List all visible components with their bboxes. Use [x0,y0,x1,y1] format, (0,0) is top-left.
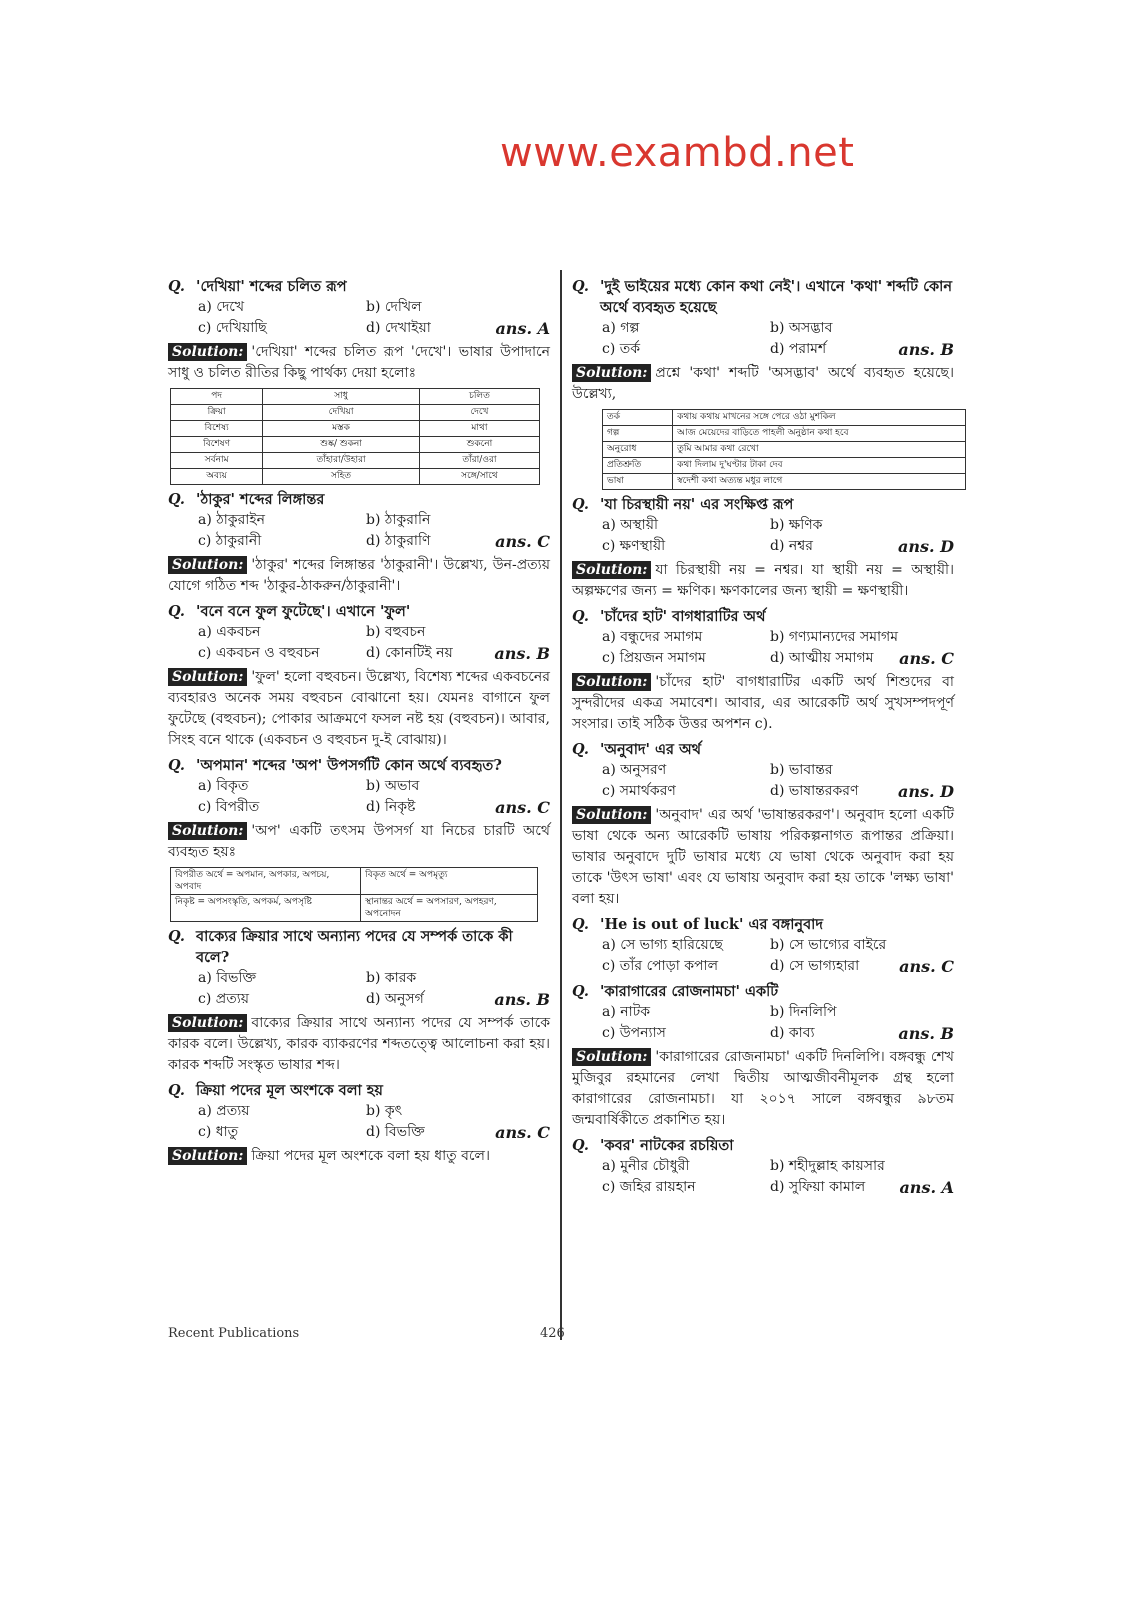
right-column [572,272,954,1198]
answer: ans. C [899,957,954,976]
option-d: d) আত্মীয় সমাগম [770,650,874,666]
answer: ans. B [898,340,954,359]
q-marker: Q. [572,278,589,295]
solution-label: Solution: [168,822,247,840]
option-a: a) অস্থায়ী [602,517,658,533]
question-block [168,489,550,597]
question-block [572,981,954,1131]
option-c: c) উপন্যাস [602,1025,666,1041]
option-b: b) বহুবচন [366,624,426,640]
table-cell: স্থানান্তর অর্থে = অপসারণ, অপহরণ, অপনোদন [361,895,538,922]
table-cell: সর্বনাম [171,453,263,469]
option-b: b) শহীদুল্লাহ কায়সার [770,1158,885,1174]
option-b: b) ভাবান্তর [770,762,833,778]
question-block [168,1080,550,1167]
question-block [168,926,550,1076]
left-column [168,272,550,1167]
solution-label: Solution: [572,1048,651,1066]
option-c: c) ক্ষণস্থায়ী [602,538,666,554]
question-block [168,276,550,485]
question-block [572,1135,954,1198]
site-watermark: www.exambd.net [500,130,855,176]
table-cell: দেখে [419,405,539,421]
table-cell: অব্যয় [171,469,263,485]
question-block [572,494,954,602]
upasarga-table [170,867,538,922]
option-d: d) নিকৃষ্ট [366,799,416,815]
sadhu-cholito-table [170,388,540,485]
table-cell: বিপরীত অর্থে = অপমান, অপকার, অপচয়, অপবাদ [171,868,361,895]
option-c: c) প্রিয়জন সমাগম [602,650,706,666]
option-c: c) তর্ক [602,341,641,357]
solution-label: Solution: [168,668,247,686]
solution-label: Solution: [168,1014,247,1032]
table-cell: অনুরোধ [603,442,673,458]
publisher-footer: Recent Publications [168,1326,300,1341]
question-text: 'বনে বনে ফুল ফুটেছে'। এখানে 'ফুল' [196,603,411,620]
q-marker: Q. [168,928,185,945]
question-text: 'কারাগারের রোজনামচা' একটি [600,983,779,1000]
question-text: 'অপমান' শব্দের 'অপ' উপসর্গটি কোন অর্থে ব্যবহৃত? [196,757,502,774]
table-cell: নিকৃষ্ট = অপসংস্কৃতি, অপকর্ম, অপসৃষ্টি [171,895,361,922]
question-block [572,739,954,910]
table-cell: শুকনো [419,437,539,453]
q-marker: Q. [572,983,589,1000]
option-d: d) বিভক্তি [366,1124,425,1140]
question-text: বাক্যের ক্রিয়ার সাথে অন্যান্য পদের যে সম্পর্ক তাকে কী বলে? [196,928,513,966]
option-b: b) দিনলিপি [770,1004,837,1020]
solution-label: Solution: [572,364,651,382]
q-marker: Q. [572,1137,589,1154]
option-c: c) প্রত্যয় [198,991,250,1007]
option-a: a) অনুসরণ [602,762,667,778]
option-b: b) দেখিল [366,299,422,315]
question-block [572,914,954,977]
table-cell: বিকৃত অর্থে = অপমৃত্যু [361,868,538,895]
option-a: a) বিকৃত [198,778,249,794]
option-d: d) ঠাকুরাণি [366,533,431,549]
solution-text: 'দেখিয়া' শব্দের চলিত রূপ 'দেখে'। ভাষার উপাদানে সাধু ও চলিত রীতির কিছু পার্থক্য দেয়া হলোঃ [168,344,550,381]
question-text: 'দুই ভাইয়ের মধ্যে কোন কথা নেই'। এখানে 'কথা' শব্দটি কোন অর্থে ব্যবহৃত হয়েছে [600,278,953,316]
q-marker: Q. [572,496,589,513]
option-a: a) প্রত্যয় [198,1103,250,1119]
solution-text: বাক্যের ক্রিয়ার সাথে অন্যান্য পদের যে সম্পর্ক তাকে কারক বলে। উল্লেখ্য, কারক ব্যাকরণের শব্দতত্ত্বে আলোচনা করা হয়। কারক শব্দটি সংস্কৃত ভাষার শব্দ। [168,1015,550,1073]
option-d: d) পরামর্শ [770,341,827,357]
q-marker: Q. [168,1082,185,1099]
option-a: a) বন্ধুদের সমাগম [602,629,703,645]
option-a: a) মুনীর চৌধুরী [602,1158,690,1174]
solution-label: Solution: [168,1147,247,1165]
option-c: c) তাঁর পোড়া কপাল [602,958,719,974]
solution-text: যা চিরস্থায়ী নয় = নশ্বর। যা স্থায়ী নয় = অস্থায়ী। অল্পক্ষণের জন্য = ক্ষণিক। ক্ষণকালের জন্য স্থায়ী = ক্ষণস্থায়ী। [572,562,954,599]
answer: ans. B [898,1024,954,1043]
option-a: a) দেখে [198,299,245,315]
solution-text: 'অনুবাদ' এর অর্থ 'ভাষান্তরকরণ'। অনুবাদ হলো একটি ভাষা থেকে অন্য আরেকটি ভাষায় পরিকল্পনাগত রূপান্তর প্রক্রিয়া। ভাষার অনুবাদে দুটি ভাষার মধ্যে যে ভাষা থেকে অনুবাদ করা হয় তাকে 'উৎস ভাষা' এবং যে ভাষায় অনুবাদ করা হয় তাকে 'লক্ষ্য ভাষা' বলা হয়। [572,807,954,907]
question-block [168,601,550,751]
answer: ans. B [494,644,550,663]
option-a: a) সে ভাগ্য হারিয়েছে [602,937,723,953]
option-b: b) ক্ষণিক [770,517,823,533]
q-marker: Q. [168,757,185,774]
answer: ans. C [495,1123,550,1142]
table-cell: তাঁরা/ওরা [419,453,539,469]
solution-label: Solution: [168,343,247,361]
q-marker: Q. [572,741,589,758]
table-cell: দেখিয়া [263,405,420,421]
solution-label: Solution: [572,561,651,579]
table-cell: তুমি আমার কথা রেখো [673,442,966,458]
question-text: ক্রিয়া পদের মূল অংশকে বলা হয় [196,1082,383,1099]
option-c: c) জহির রায়হান [602,1179,696,1195]
option-b: b) ঠাকুরানি [366,512,431,528]
page-number: 426 [540,1326,565,1341]
option-c: c) একবচন ও বহুবচন [198,645,320,661]
option-b: b) অভাব [366,778,420,794]
answer: ans. A [495,319,550,338]
table-cell: বিশেষ্য [171,421,263,437]
table-cell: কথায় কথায় মাখনের সঙ্গে পেরে ওঠা মুশকিল [673,410,966,426]
table-header: চলিত [419,389,539,405]
option-d: d) ভাষান্তরকরণ [770,783,859,799]
table-cell: আজ মেয়েদের বাড়িতে পাহলী অনুষ্ঠান কথা হবে [673,426,966,442]
solution-text: 'ফুল' হলো বহুবচন। উল্লেখ্য, বিশেষ্য শব্দের একবচনের ব্যবহারও অনেক সময় বহুবচন বোঝানো হয়। যেমনঃ বাগানে ফুল ফুটেছে (বহুবচন); পোকার আক্রমণে ফসল নষ্ট হয় (বহুবচন)। আবার, সিংহ বনে থাকে (একবচন ও বহুবচন দু-ই বোঝায়)। [168,669,550,748]
table-cell: কথা দিলাম দু'ঘণ্টার টাকা দেব [673,458,966,474]
option-c: c) ঠাকুরানী [198,533,262,549]
option-d: d) সে ভাগ্যহারা [770,958,860,974]
answer: ans. D [897,782,954,801]
answer: ans. B [494,990,550,1009]
solution-text: 'কারাগারের রোজনামচা' একটি দিনলিপি। বঙ্গবন্ধু শেখ মুজিবুর রহমানের লেখা দ্বিতীয় আত্মজীবনীমূলক গ্রন্থ হলো কারাগারের রোজনামচা। যা ২০১৭ সালে বঙ্গবন্ধুর ৯৮তম জন্মবার্ষিকীতে প্রকাশিত হয়। [572,1049,954,1128]
q-marker: Q. [168,491,185,508]
answer: ans. C [899,649,954,668]
table-cell: সঙ্গে/সাথে [419,469,539,485]
option-a: a) একবচন [198,624,261,640]
question-text: 'He is out of luck' এর বঙ্গানুবাদ [600,916,823,933]
table-cell: শুষ্ক/ শুকনা [263,437,420,453]
table-cell: তর্ক [603,410,673,426]
option-a: a) ঠাকুরাইন [198,512,265,528]
option-a: a) বিভক্তি [198,970,257,986]
table-cell: সহিত [263,469,420,485]
solution-text: ক্রিয়া পদের মূল অংশকে বলা হয় ধাতু বলে। [251,1148,490,1164]
table-cell: ক্রিয়া [171,405,263,421]
option-d: d) দেখাইয়া [366,320,431,336]
question-text: 'কবর' নাটকের রচয়িতা [600,1137,734,1154]
option-b: b) গণ্যমান্যদের সমাগম [770,629,898,645]
table-cell: গল্প [603,426,673,442]
table-cell: প্রতিশ্রুতি [603,458,673,474]
question-text: 'অনুবাদ' এর অর্থ [600,741,702,758]
solution-text: 'ঠাকুর' শব্দের লিঙ্গান্তর 'ঠাকুরানী'। উল্লেখ্য, উন-প্রত্যয় যোগে গঠিত শব্দ 'ঠাকুর-ঠাকরুন/ঠাকুরানী'। [168,557,550,594]
table-cell: স্বদেশী কথা অত্যন্ত মধুর লাগে [673,474,966,490]
option-c: c) বিপরীত [198,799,260,815]
solution-text: 'অপ' একটি তৎসম উপসর্গ যা নিচের চারটি অর্থে ব্যবহৃত হয়ঃ [168,823,550,860]
question-text: 'দেখিয়া' শব্দের চলিত রূপ [196,278,347,295]
option-a: a) গল্প [602,320,640,336]
table-cell: মাথা [419,421,539,437]
question-text: 'ঠাকুর' শব্দের লিঙ্গান্তর [196,491,325,508]
table-header: পদ [171,389,263,405]
question-block [168,755,550,922]
table-cell: ভাষা [603,474,673,490]
option-c: c) ধাতু [198,1124,239,1140]
option-c: c) দেখিয়াছি [198,320,267,336]
option-b: b) সে ভাগ্যের বাইরে [770,937,887,953]
answer: ans. C [495,532,550,551]
table-header: সাধু [263,389,420,405]
q-marker: Q. [168,278,185,295]
option-b: b) কারক [366,970,417,986]
question-block [572,276,954,490]
option-d: d) সুফিয়া কামাল [770,1179,866,1195]
solution-label: Solution: [168,556,247,574]
answer: ans. D [897,537,954,556]
kotha-usage-table [602,409,966,490]
q-marker: Q. [168,603,185,620]
question-text: 'চাঁদের হাট' বাগধারাটির অর্থ [600,608,766,625]
question-block [572,606,954,735]
q-marker: Q. [572,608,589,625]
q-marker: Q. [572,916,589,933]
option-b: b) কৃৎ [366,1103,403,1119]
option-d: d) অনুসর্গ [366,991,424,1007]
option-a: a) নাটক [602,1004,651,1020]
table-cell: মস্তক [263,421,420,437]
column-divider [560,270,562,1340]
option-d: d) নশ্বর [770,538,813,554]
solution-text: প্রশ্নে 'কথা' শব্দটি 'অসদ্ভাব' অর্থে ব্যবহৃত হয়েছে। উল্লেখ্য, [572,365,954,402]
question-text: 'যা চিরস্থায়ী নয়' এর সংক্ষিপ্ত রূপ [600,496,794,513]
option-c: c) সমার্থকরণ [602,783,676,799]
answer: ans. A [899,1178,954,1197]
table-cell: বিশেষণ [171,437,263,453]
option-d: d) কোনটিই নয় [366,645,453,661]
solution-text: 'চাঁদের হাট' বাগধারাটির একটি অর্থ শিশুদের বা সুন্দরীদের একত্র সমাবেশ। আবার, এর আরেকটি অর্থ সুখসম্পদপূর্ণ সংসার। তাই সঠিক উত্তর অপশন c). [572,674,954,732]
option-b: b) অসদ্ভাব [770,320,833,336]
answer: ans. C [495,798,550,817]
solution-label: Solution: [572,673,651,691]
solution-label: Solution: [572,806,651,824]
table-cell: তাঁহারা/উহারা [263,453,420,469]
option-d: d) কাব্য [770,1025,815,1041]
